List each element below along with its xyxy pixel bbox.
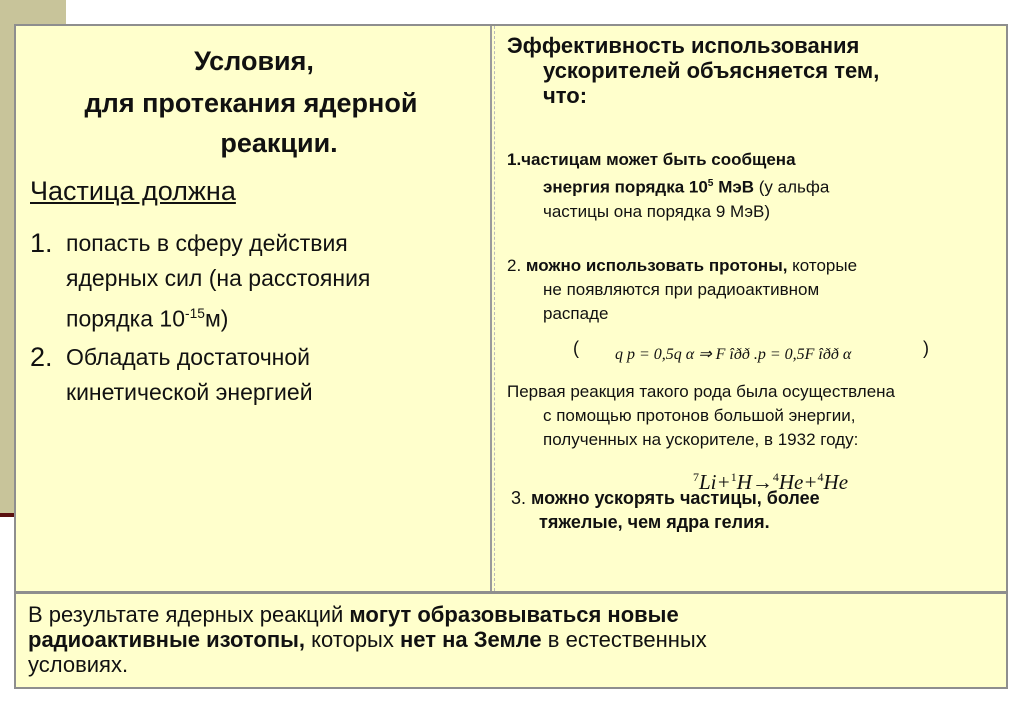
formula-equation: q p = 0,5q α ⇒ F îðð .p = 0,5F îðð α [615,346,852,363]
point-3 [511,486,820,534]
reaction-mass-li: 7 [693,470,699,484]
point-2-bold: можно использовать протоны, [525,256,788,275]
point-2-normal-b: не появляются при радиоактивном [543,280,820,299]
formula-open-paren: ( [573,338,579,358]
conclusion-text [28,602,928,677]
point-1-bold-c: МэВ [713,177,755,197]
conditions-title-line1: Условия, [194,46,314,76]
point-1-bold-a: 1.частицам может быть сообщена [507,150,796,169]
first-reaction-line2: с помощью протонов большой энергии, [543,406,856,425]
point-1-bold-b: энергия порядка 10 [543,177,708,197]
first-reaction-note [507,380,895,452]
point-2-normal-a: которые [787,256,858,275]
condition-2-number: 2. [30,342,53,372]
conclusion-part2: могут образовываться новые [349,602,679,627]
conclusion-part5: нет на Земле [399,627,542,652]
reaction-mass-he2: 4 [817,470,824,484]
condition-2-line1: Обладать достаточной [66,344,311,370]
conditions-title-line2: для протекания ядерной [84,88,418,118]
conditions-title-line3: реакции. [220,128,338,158]
point-3-number: 3. [511,488,532,508]
first-reaction-line3: полученных на ускорителе, в 1932 году: [543,430,859,449]
conclusion-part6: в естественных [541,627,707,652]
reaction-term-li: Li+ [699,470,731,494]
condition-1-line3b: м) [204,305,229,332]
conditions-column [16,26,492,591]
point-1-normal-a: (у альфа [754,177,830,197]
point-2-normal-c: распаде [543,304,609,323]
efficiency-title-line2: ускорителей объясняется тем, [543,58,880,83]
conclusion-row [16,591,1006,687]
efficiency-column [494,26,1006,591]
slide-table [14,24,1008,689]
efficiency-title [495,33,879,108]
point-1-normal-b: частицы она порядка 9 МэВ) [543,201,771,221]
point-3-bold-b: тяжелые, чем ядра гелия. [539,512,770,532]
condition-2-line2: кинетической энергией [66,379,313,405]
conditions-subhead: Частица должна [30,176,236,206]
condition-1-text [66,226,486,337]
condition-1-line3a: порядка 10 [66,305,185,332]
condition-1-exponent: -15 [185,306,205,321]
conclusion-part7: условиях. [28,652,129,677]
conclusion-part4: которых [305,627,400,652]
side-decoration-bar [0,0,14,515]
condition-2-text [66,340,486,410]
condition-1-number: 1. [30,228,53,258]
reaction-mass-he1: 4 [772,470,779,484]
reaction-mass-h: 1 [730,470,737,484]
conclusion-part1: В результате ядерных реакций [28,602,350,627]
reaction-term-he2: He [823,470,849,494]
reaction-term-he1: He+ [778,470,818,494]
efficiency-title-line3: что: [543,83,588,108]
first-reaction-line1: Первая реакция такого рода была осуществлена [507,382,895,401]
condition-1-line1: попасть в сферу действия [66,230,348,256]
point-2 [507,254,857,326]
point-1-exponent: 5 [707,178,714,189]
reaction-term-h: H→ [736,470,773,494]
formula-close-paren: ) [923,338,929,358]
efficiency-title-line1: Эффективность использования [507,33,860,58]
point-2-number: 2. [507,256,526,275]
point-3-bold-a: можно ускорять частицы, более [531,488,820,508]
conclusion-part3: радиоактивные изотопы, [28,627,306,652]
condition-1-line2: ядерных сил (на расстояния [66,265,371,291]
point-1 [507,148,829,224]
side-decoration-line [0,513,14,517]
